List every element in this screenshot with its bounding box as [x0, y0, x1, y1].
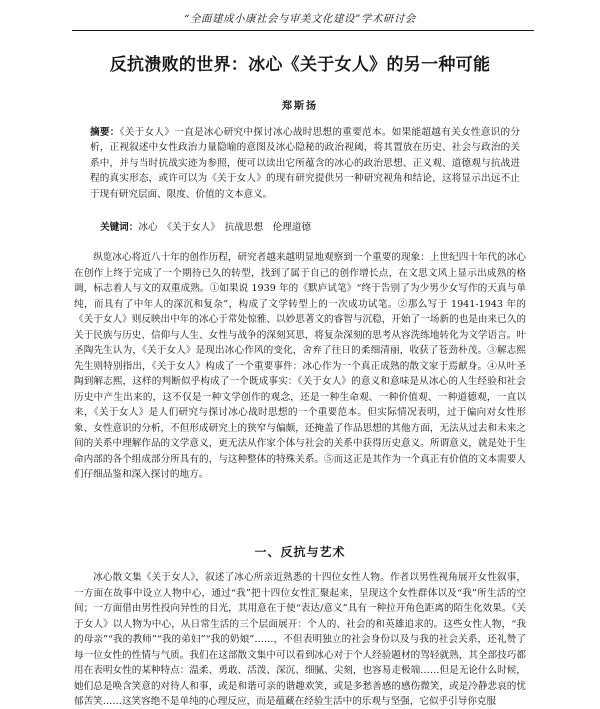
paragraph: 冰心散文集《关于女人》，叙述了冰心所亲近熟悉的十四位女性人物。作者以男性视角展开女性叙事，一方面在故事中设立人物中心，通过“我”把十四位女性汇聚起来，呈现这个女性群体以及“我”所生活的空间；一方面借由男性投向异性的目光，其用意在于使“表达/意义”具有一种拉开角色距离的陌生化效果。《关于女人》以人物为中心，从日常生活的三个层面展开：个人的、社会的和英雄追求的。这些女性人物，“我的母亲”“我的教师”“我的弟妇”“我的奶娘”……，不但表明独立的社会身份以及与我的社会关系，还礼赞了每一位女性的性情与气质。我们在这部散文集中可以看到冰心对于个人经验题材的驾轻就熟，其全部技巧都用在表明女性的某种特点：温柔、勇敢、活泼、深沉、细腻、尖刻，也容易走极端……但是无论什么时候，她们总是唤含笑意的对待人和事，或是和谐可亲的谐趣欢笑，或是多愁善感的感伤微笑，或是冷静悲哀的忧郁苦笑……这笑容绝不是单纯的心理反应，而是蕴藏在经验生活中的乐观与坚强，它似乎引导你克服 [74, 572, 526, 707]
abstract-label: 摘要： [90, 127, 120, 138]
section-heading: 一、反抗与艺术 [254, 545, 346, 559]
abstract [90, 125, 520, 202]
article-author: 郑斯扬 [282, 101, 318, 112]
keywords-label: 关键词： [100, 222, 139, 233]
running-header: “全面建成小康社会与审美文化建设”学术研讨会 [184, 13, 416, 25]
body-section-intro [74, 250, 526, 483]
article-title: 反抗溃败的世界：冰心《关于女人》的另一种可能 [109, 55, 491, 75]
body-section-1 [74, 570, 526, 709]
header-rule [72, 30, 534, 31]
paragraph: 纵览冰心将近八十年的创作历程，研究者越来越明显地观察到一个重要的现象：上世纪四十年代的冰心在创作上终于完成了一个期待已久的转型，找到了属于自己的创作增长点，在文思文风上显示出成熟的格调，标志着人与文的双重成熟。①如果说 1939 年的《默庐试笔》“终于告别了为少男少女写作的天真与单纯，而具有了中年人的深沉和复杂”，构成了文学转型上的一次成功试笔。②那么写于 1941-1943 年的《关于女人》则反映出中年的冰心于常处惊雅、以妙思著文的睿智与沉稳，开始了一场新的也是由来已久的关于民族与历史、信仰与人生、女性与战争的深刻冥思，将复杂深刻的思考从容洗练地转化为文学语言。叶圣陶先生认为，《关于女人》是现出冰心作风的变化，舍弃了往日的柔细清丽，收获了苍劲朴茂。③解志熙先生则特别指出，《关于女人》构成了一个重要事件：冰心作为一个真正成熟的散文家于焉献身。④从叶圣陶到解志熙，这样的判断似乎构成了一个既成事实：《关于女人》的意义和意味是从冰心的人生经验和社会历史中产生出来的，这不仅是一种文学创作的观念，还是一种生命观、一种价值观、一种道德观，一直以来，《关于女人》是人们研究与探讨冰心战时思想的一个重要范本。但实际情况表明，过于偏向对女性形象、女性意识的分析，不但形成研究上的狭窄与偏颇，还掩盖了作品思想的其他方面，无法从过去和未来之间的关系中理解作品的文学意义，更无法从作家个体与社会的关系中获得历史意义。所谓意义，就是处于生命内部的各个组成部分所具有的，与这种整体的特殊关系。⑤而这正是其作为一个真正有价值的文本需要人们仔细品鉴和深入探讨的地方。 [74, 252, 526, 480]
keywords [100, 221, 520, 235]
abstract-text: 《关于女人》一直是冰心研究中探讨冰心战时思想的重要范本。如果能超越有关女性意识的分析，正视叙述中女性政治力量隐喻的意图及冰心隐秘的政治视阈，将其置放在历史、社会与政治的关系中，并与当时抗战实迹为参照，便可以读出它所蕴含的冰心的政治思想、正义观、道德观与抗战进程的真实形态，或许可以为《关于女人》的现有研究提供另一种研究视角和结论，这将显示出远不止于现有研究层面、限度、价值的文本意义。 [90, 127, 521, 200]
keywords-text: 冰心 《关于女人》 抗战思想 伦理道德 [138, 222, 312, 233]
